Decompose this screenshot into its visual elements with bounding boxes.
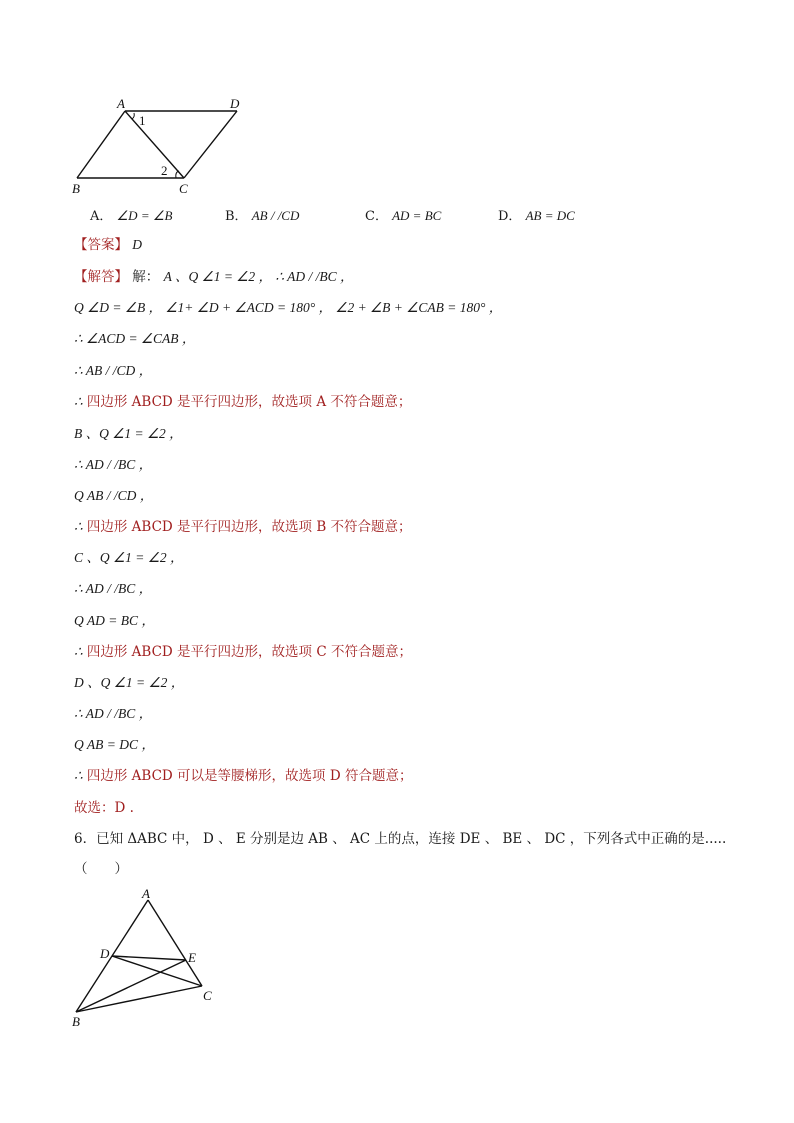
label-A: A [117, 96, 125, 111]
option-b[interactable] [225, 205, 299, 224]
therefore-symbol: ∴ [74, 394, 83, 409]
parallelogram-figure [62, 92, 252, 202]
solution-line-15: ∴ AD / /BC ， [74, 706, 153, 721]
conclusion-text: 四边形 ABCD 是平行四边形，故选项 A 不符合题意； [86, 394, 412, 410]
answer-value: D [132, 237, 143, 252]
option-a-letter: A． [90, 209, 113, 224]
solution-line-7: ∴ AD / /BC ， [74, 457, 153, 472]
question-6-stem: 6．已知 ΔABC 中， D 、 E 分别是边 AB 、 AC 上的点，连接 DE 、 BE 、 DC ，下列各式中正确的是..... [74, 831, 727, 847]
segment-AC [148, 900, 202, 986]
label-D: D [230, 96, 240, 111]
conclusion-text: 四边形 ABCD 是平行四边形，故选项 B 不符合题意； [86, 519, 412, 535]
solution-line-14: D 、Q ∠1 = ∠2 ， [74, 675, 185, 690]
segment-AB [77, 111, 125, 178]
solution-tag: 【解答】 [74, 269, 128, 285]
label-angle-1: 1 [139, 113, 146, 128]
solution-line-4: ∴ AB / /CD ， [74, 363, 153, 378]
solution-first-line [74, 268, 354, 286]
label-C: C [203, 988, 212, 1003]
solution-line-2: Q ∠D = ∠B ， ∠1+ ∠D + ∠ACD = 180° ， ∠2 + ∠B + ∠CAB = 180° ， [74, 300, 503, 315]
option-c[interactable] [365, 205, 441, 224]
label-B: B [72, 181, 80, 196]
therefore-symbol: ∴ [74, 519, 83, 534]
answer-tag: 【答案】 [74, 237, 128, 253]
option-b-letter: B． [225, 209, 248, 224]
solution-line-5 [74, 393, 411, 411]
label-E: E [188, 950, 196, 965]
solution-final-choice: 故选：D . [74, 800, 134, 816]
triangle-figure [64, 884, 224, 1032]
angle-1-arc [132, 113, 134, 119]
therefore-symbol: ∴ [74, 768, 83, 783]
solution-line-17 [74, 767, 412, 785]
solution-head: 解： [132, 269, 160, 285]
solution-line-3: ∴ ∠ACD = ∠CAB ， [74, 331, 196, 346]
label-A: A [142, 886, 150, 901]
label-angle-2: 2 [161, 163, 168, 178]
solution-line-9 [74, 518, 412, 536]
solution-line-1: A 、Q ∠1 = ∠2 ， ∴ AD / /BC ， [163, 269, 354, 284]
label-C: C [179, 181, 188, 196]
option-a[interactable] [90, 205, 172, 224]
therefore-symbol: ∴ [74, 644, 83, 659]
option-d-expr: AB = DC [525, 208, 575, 223]
solution-line-16: Q AB = DC ， [74, 737, 155, 752]
solution-line-10: C 、Q ∠1 = ∠2 ， [74, 550, 184, 565]
option-a-expr: ∠D = ∠B [116, 208, 173, 223]
answer-line [74, 236, 142, 254]
conclusion-text: 四边形 ABCD 是平行四边形，故选项 C 不符合题意； [86, 644, 412, 660]
option-b-expr: AB / /CD [251, 208, 300, 223]
segment-CD [184, 111, 237, 178]
option-c-letter: C． [365, 209, 388, 224]
conclusion-text: 四边形 ABCD 可以是等腰梯形，故选项 D 符合题意； [86, 768, 413, 784]
label-B: B [72, 1014, 80, 1029]
solution-line-6: B 、Q ∠1 = ∠2 ， [74, 426, 183, 441]
answer-options [90, 205, 710, 225]
question-6-answer-paren: （ ） [74, 861, 128, 877]
solution-line-8: Q AB / /CD ， [74, 488, 154, 503]
solution-line-11: ∴ AD / /BC ， [74, 581, 153, 596]
solution-line-12: Q AD = BC ， [74, 613, 155, 628]
segment-AC [125, 111, 184, 178]
option-d[interactable] [498, 205, 575, 224]
segment-BC [76, 986, 202, 1012]
label-D: D [100, 946, 110, 961]
solution-line-13 [74, 643, 412, 661]
option-c-expr: AD = BC [392, 208, 442, 223]
option-d-letter: D． [498, 209, 522, 224]
